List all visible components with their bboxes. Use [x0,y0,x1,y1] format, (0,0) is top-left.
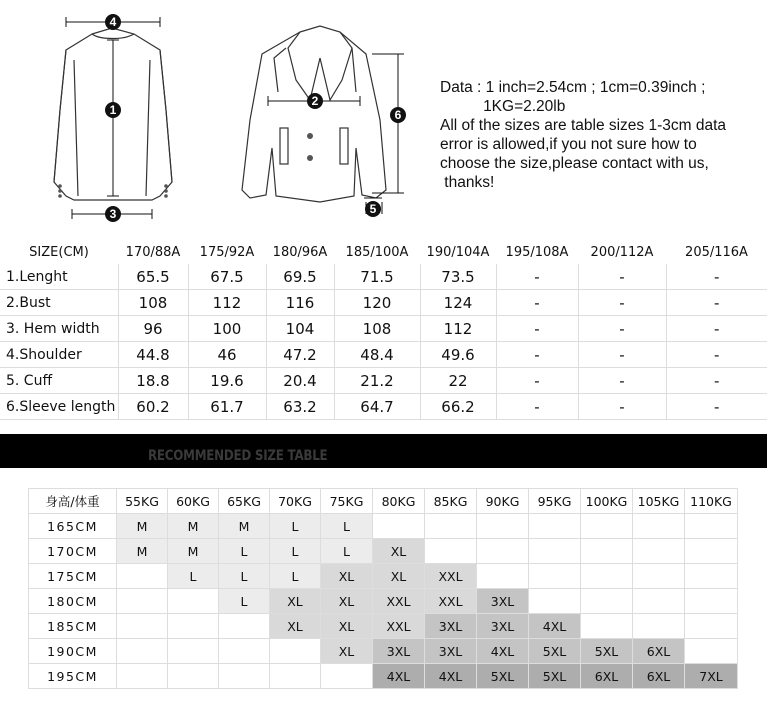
height-label: 190CM [29,639,117,664]
header-cell: SIZE(CM) [29,244,89,260]
size-cell: XL [321,589,373,614]
size-cell [529,539,581,564]
size-cell: 6XL [581,664,633,689]
size-cell: 5XL [581,639,633,664]
size-chart-body [0,264,767,420]
size-cell [219,639,270,664]
size-cell: L [219,589,270,614]
size-cell: L [168,564,219,589]
measure-label: 1.Lenght [0,264,118,290]
height-label: 195CM [29,664,117,689]
measure-value: 100 [188,316,266,342]
conversion-info [440,78,760,192]
measure-value: - [578,394,666,420]
measure-value: - [496,316,578,342]
size-cell [685,539,738,564]
measure-markers [105,14,406,222]
size-cell [168,614,219,639]
measure-value: 65.5 [118,264,188,290]
size-cell: 7XL [685,664,738,689]
size-cell [685,639,738,664]
size-cell [270,664,321,689]
rec-header-cell: 90KG [477,489,529,514]
rec-header-cell: 85KG [425,489,477,514]
measure-value: 69.5 [266,264,334,290]
size-cell [477,514,529,539]
size-cell: 3XL [425,639,477,664]
measure-value: - [496,368,578,394]
size-cell [633,589,685,614]
size-cell: L [219,539,270,564]
size-chart-row [0,316,767,342]
height-label: 185CM [29,614,117,639]
marker-label: 1 [109,103,117,117]
rec-row [29,514,738,539]
size-cell [477,539,529,564]
size-cell: 4XL [477,639,529,664]
measure-value: 18.8 [118,368,188,394]
info-line: choose the size,please contact with us, [440,155,709,172]
size-cell: 4XL [425,664,477,689]
measure-value: - [666,316,767,342]
rec-header-cell: 55KG [117,489,168,514]
height-label: 175CM [29,564,117,589]
measure-value: - [666,264,767,290]
size-cell [168,639,219,664]
measure-value: - [496,394,578,420]
measure-value: - [496,264,578,290]
measure-value: 112 [420,316,496,342]
size-chart-table [0,240,767,420]
size-cell [425,514,477,539]
measure-value: - [666,342,767,368]
measure-value: - [666,290,767,316]
size-cell [117,614,168,639]
marker-label: 2 [311,94,319,108]
header-cell: 170/88A [125,244,181,260]
measure-value: 20.4 [266,368,334,394]
size-cell [117,564,168,589]
measure-value: 96 [118,316,188,342]
size-cell [633,614,685,639]
measure-value: 108 [334,316,420,342]
size-cell: 3XL [477,614,529,639]
measure-value: 61.7 [188,394,266,420]
size-cell [581,514,633,539]
measure-value: - [578,290,666,316]
height-label: 180CM [29,589,117,614]
rec-header-cell: 105KG [633,489,685,514]
size-cell: L [321,539,373,564]
size-cell: 6XL [633,639,685,664]
size-cell: XL [270,614,321,639]
size-cell [529,514,581,539]
header-cell: 175/92A [199,244,255,260]
measure-value: 47.2 [266,342,334,368]
size-cell [633,564,685,589]
size-chart-header-row [0,240,767,264]
size-chart-row [0,342,767,368]
size-cell: 3XL [425,614,477,639]
marker-label: 3 [109,207,117,221]
measure-value: 48.4 [334,342,420,368]
info-line: All of the sizes are table sizes 1-3cm data [440,117,727,134]
rec-row [29,589,738,614]
size-cell [529,589,581,614]
measure-value: 108 [118,290,188,316]
measure-value: - [578,342,666,368]
rec-header-cell: 100KG [581,489,633,514]
measure-value: - [666,368,767,394]
measure-value: 120 [334,290,420,316]
height-label: 170CM [29,539,117,564]
header-cell: 190/104A [426,244,490,260]
size-cell [581,564,633,589]
size-cell: XXL [373,614,425,639]
measure-value: 22 [420,368,496,394]
size-cell: XXL [373,589,425,614]
header-cell: 180/96A [272,244,328,260]
marker-label: 5 [369,202,377,216]
info-line: 1KG=2.20lb [440,98,566,115]
header-cell: 195/108A [505,244,569,260]
rec-header-cell: 75KG [321,489,373,514]
rec-header-cell: 95KG [529,489,581,514]
size-cell [581,539,633,564]
measure-value: - [578,264,666,290]
size-cell [168,664,219,689]
size-cell: M [168,539,219,564]
rec-table-body [29,514,738,689]
size-cell [219,614,270,639]
size-cell [373,514,425,539]
size-cell: XL [270,589,321,614]
size-cell [477,564,529,589]
header-cell: 200/112A [590,244,654,260]
size-cell: L [270,539,321,564]
jacket-measurement-diagram [0,0,430,225]
measure-value: 63.2 [266,394,334,420]
size-cell: 6XL [633,664,685,689]
size-cell: 3XL [373,639,425,664]
banner-title: RECOMMENDED SIZE TABLE [148,448,328,464]
size-cell: XL [321,639,373,664]
marker-label: 4 [109,15,117,29]
measure-value: 71.5 [334,264,420,290]
size-cell: 5XL [529,664,581,689]
size-cell [685,564,738,589]
size-cell: M [117,514,168,539]
header-cell: 205/116A [685,244,748,260]
size-cell [685,589,738,614]
size-cell [581,589,633,614]
size-cell: 5XL [477,664,529,689]
size-cell: XXL [425,564,477,589]
size-cell: 4XL [373,664,425,689]
measure-value: 116 [266,290,334,316]
measure-value: 44.8 [118,342,188,368]
rec-row [29,664,738,689]
size-cell [219,664,270,689]
size-cell: 3XL [477,589,529,614]
measure-value: - [496,342,578,368]
measure-label: 6.Sleeve length [0,394,118,420]
size-cell [270,639,321,664]
size-cell [425,539,477,564]
size-cell [581,614,633,639]
measure-value: 64.7 [334,394,420,420]
size-cell [529,564,581,589]
measure-label: 4.Shoulder [0,342,118,368]
measure-label: 2.Bust [0,290,118,316]
size-chart-row [0,290,767,316]
measure-value: 67.5 [188,264,266,290]
header-cell: 185/100A [345,244,409,260]
measure-value: 104 [266,316,334,342]
size-cell [321,664,373,689]
measure-value: - [496,290,578,316]
rec-header-cell: 65KG [219,489,270,514]
measure-label: 3. Hem width [0,316,118,342]
measure-value: 19.6 [188,368,266,394]
size-cell [633,539,685,564]
rec-row [29,564,738,589]
size-chart-row [0,368,767,394]
size-cell [633,514,685,539]
size-cell: XXL [425,589,477,614]
size-cell: XL [373,539,425,564]
size-cell: M [168,514,219,539]
info-line: thanks! [440,174,495,191]
rec-header-cell: 70KG [270,489,321,514]
size-cell [168,589,219,614]
rec-row [29,539,738,564]
rec-header-cell: 80KG [373,489,425,514]
size-cell: L [321,514,373,539]
size-cell: L [219,564,270,589]
size-cell: M [117,539,168,564]
measure-value: 73.5 [420,264,496,290]
measure-label: 5. Cuff [0,368,118,394]
height-label: 165CM [29,514,117,539]
size-cell: XL [321,564,373,589]
measure-value: 112 [188,290,266,316]
measure-value: 46 [188,342,266,368]
measure-value: 124 [420,290,496,316]
measure-value: 66.2 [420,394,496,420]
rec-header-row [29,489,738,514]
rec-header-cell: 60KG [168,489,219,514]
size-cell: L [270,514,321,539]
rec-row [29,639,738,664]
measure-value: 21.2 [334,368,420,394]
measure-value: 49.6 [420,342,496,368]
info-line: error is allowed,if you not sure how to [440,136,697,153]
size-cell [685,514,738,539]
size-cell [117,639,168,664]
size-chart-row [0,394,767,420]
size-cell: M [219,514,270,539]
measure-value: - [578,316,666,342]
rec-header-cell: 身高/体重 [29,489,117,514]
recommended-banner [0,434,767,468]
info-line: Data : 1 inch=2.54cm ; 1cm=0.39inch ; [440,79,706,96]
size-cell: 4XL [529,614,581,639]
size-cell [117,664,168,689]
size-chart-row [0,264,767,290]
size-cell [117,589,168,614]
measure-value: - [578,368,666,394]
marker-label: 6 [394,108,402,122]
size-cell: XL [373,564,425,589]
recommended-size-table [28,488,738,689]
measure-value: - [666,394,767,420]
size-cell: L [270,564,321,589]
size-cell [685,614,738,639]
measure-value: 60.2 [118,394,188,420]
size-cell: 5XL [529,639,581,664]
size-cell: XL [321,614,373,639]
rec-row [29,614,738,639]
rec-header-cell: 110KG [685,489,738,514]
